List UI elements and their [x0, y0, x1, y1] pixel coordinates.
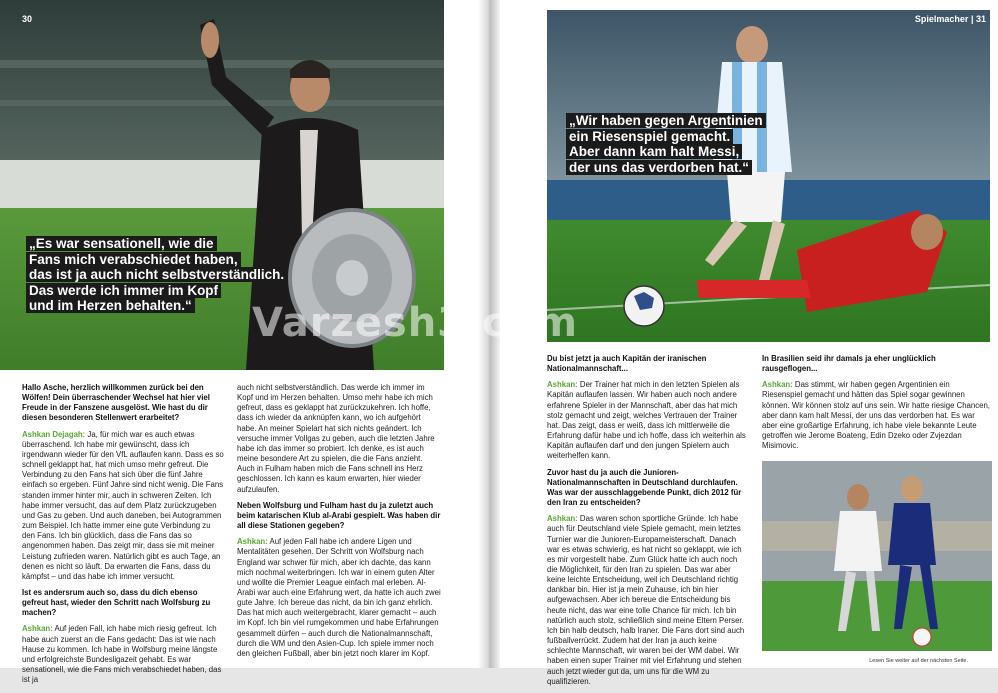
pull-quote-line: „Es war sensationell, wie die	[26, 236, 217, 251]
header-divider: |	[970, 14, 976, 24]
left-text-column-1	[22, 383, 225, 691]
speaker-name: Ashkan Dejagah:	[22, 429, 86, 439]
interview-question: Du bist jetzt ja auch Kapitän der iranischen Nationalmannschaft...	[547, 354, 707, 374]
speaker-name: Ashkan:	[22, 624, 53, 634]
interview-question: Hallo Asche, herzlich willkommen zurück bei den Wölfen! Dein überraschender Wechsel hat hier viel Freude in der Fanszene ausgelöst. Wie hast du dir diesen besonderen Stellenwert erarbeitet?	[22, 383, 210, 423]
pull-quote-line: das ist ja auch nicht selbstverständlich.	[26, 267, 287, 282]
answer-text: Der Trainer hat mich in den letzten Spielen als Kapitän auflaufen lassen. Wir haben auch noch andere erfahrene Spieler in der Mannschaft, aber das hat mich stolz gemacht und zeigt, welches Vertrauen der Trainer hat. Das zeigt, dass er weiß, dass ich mittlerweile die Erfahrung dafür habe und ich hoffe, dass ich weiterhin als Kapitän auflaufen darf und den jungen Spielern auch weiterhelfen kann.	[547, 380, 746, 461]
speaker-name: Ashkan:	[547, 514, 578, 524]
pull-quote-line: Aber dann kam halt Messi,	[566, 144, 742, 159]
interview-answer	[547, 514, 748, 687]
answer-text: Auf jeden Fall, ich habe mich riesig gefreut. Ich habe auch zuerst an die Fans gedacht: Das ist wie nach Hause zu kommen. Ich habe in Wolfsburg meine längste und erfolgreichste Bundesligazeit gehabt. Es war sensationell, wie die Fans mich verabschiedet haben, das ist ja	[22, 624, 222, 685]
pull-quote-line: „Wir haben gegen Argentinien	[566, 113, 766, 128]
page-number-left: 30	[22, 14, 33, 24]
answer-text: Das waren schon sportliche Gründe. Ich habe auch für Deutschland viele Spiele gemacht, mein letztes Turnier war die Junioren-Europameisterschaft. Danach war es etwas schwierig, es hat nicht so geklappt, wie ich es mir vorgestellt habe. Zum Glück hatte ich auch noch die Möglichkeit, für den Iran zu spielen. Das war aber keine leichte Entscheidung, weil ich Deutschland richtig dankbar bin. Hier ist ja mein Zuhause, ich bin hier aufgewachsen. Aber ich bereue die Entscheidung bis heute nicht, das war eine tolle Chance für mich. Ich bin natürlich auch stolz, schließlich sind meine Eltern Perser. Ich bin halb deutsch, halb Iraner. Die Fans dort sind auch fußballverrückt. Zudem hat der Iran ja auch keine schlechte Mannschaft, wir waren bei der WM dabei. Wir haben einen super Trainer mit viel Erfahrung und stehen auch jetzt wieder gut da, um uns für die WM zu qualifizieren.	[547, 514, 745, 686]
interview-answer	[22, 624, 225, 685]
answer-text: Das stimmt, wir haben gegen Argentinien ein Riesenspiel gemacht und hätten das Spiel sogar gewinnen können. Wir können stolz auf uns sein. Wir hatte riesige Chancen, aber dann kam halt Messi, der uns das verdorben hat. Es war aber eine großartige Erfahrung, ich habe viele bekannte Leute getroffen wie Jerome Boateng, Edin Dzeko oder Zvjezdan Misimovic.	[762, 380, 990, 451]
interview-question: Neben Wolfsburg und Fulham hast du ja zuletzt auch beim katarischen Klub al-Arabi gespielt. Was haben dir all diese Stationen gegeben?	[237, 500, 441, 531]
interview-answer	[762, 380, 990, 451]
pull-quote-line: Fans mich verabschiedet haben,	[26, 252, 241, 267]
answer-text: Auf jeden Fall habe ich andere Ligen und Mentalitäten gesehen. Der Schritt von Wolfsburg nach England war schwer für mich, aber ich dachte, das kann mich nochmal weiterbringen. Ich war in einem guten Alter und wollte die Premier League einfach mal erleben. Al-Arabi war auch eine Erfahrung wert, da hatte ich auch zwei gute Jahre. Ich bereue das nicht, da bin ich ganz ehrlich. Das hat mich auch weitergebracht, klarer gemacht – auch im Kopf. Ich bin viel rumgekommen und habe Erfahrungen gesammelt dürfen – auch durch die Nationalmannschaft, durch die WM und den Asien-Cup. Ich spiele immer noch den gleichen Fußball, aber bin jetzt noch klarer im Kopf.	[237, 537, 441, 658]
pull-quote-line: ein Riesenspiel gemacht.	[566, 129, 733, 144]
interview-question: Ist es andersrum auch so, dass du dich ebenso gefreut hast, wieder den Schritt nach Wolfsburg zu machen?	[22, 587, 211, 618]
interview-question: Zuvor hast du ja auch die Junioren-Nationalmannschaften in Deutschland durchlaufen. Was war der ausschlaggebende Punkt, dich 2012 für den Iran zu entscheiden?	[547, 467, 742, 508]
interview-answer	[22, 430, 225, 582]
right-text-column-2	[762, 354, 990, 457]
speaker-name: Ashkan:	[547, 380, 578, 390]
interview-question: In Brasilien seid ihr damals ja eher unglücklich rausgeflogen...	[762, 354, 936, 374]
speaker-name: Ashkan:	[762, 380, 793, 390]
page-number-right: 31	[975, 14, 986, 24]
watermark: Varzesh3.com	[252, 300, 579, 346]
iran-japan-photo	[762, 461, 992, 651]
interview-answer	[547, 380, 748, 461]
match-photo-illustration	[547, 10, 990, 342]
speaker-name: Ashkan:	[237, 537, 268, 547]
pull-quote-line: Das werde ich immer im Kopf	[26, 283, 221, 298]
continued-caption: Lesen Sie weiter auf der nächsten Seite.	[869, 658, 968, 664]
page-header-right	[915, 14, 986, 24]
section-label: Spielmacher	[914, 14, 969, 24]
pull-quote-line: der uns das verdorben hat.“	[566, 160, 752, 175]
messi-tackle-photo	[547, 10, 990, 342]
pull-quote-left	[26, 236, 287, 314]
answer-text: Ja, für mich war es auch etwas überraschend. Ich habe mir gewünscht, dass ich irgendwann wieder für den VfL auflaufen kann. Dass es so schnell geklappt hat, hat mich umso mehr gefreut. Die Verbindung zu den Fans hat sich über die fünf Jahre einfach so ergeben. Fünf Jahre sind nicht wenig. Die Fans standen immer hinter mir, auch in schweren Zeiten. Ich habe immer versucht, das auf dem Platz zurückzugeben und Gas zu geben. Und auch daneben, bei Autogrammen zum Beispiel. Ich hatte immer eine gute Verbindung zu den Fans. Ich bin glücklich, dass die Fans das so angenommen haben. Das zeigt mir, dass sie mit meiner Leistung zufrieden waren. Natürlich gibt es auch Tage, an denen es nicht so läuft. Da erwarten die Fans, dass du kämpfst – und das habe ich immer versucht.	[22, 429, 224, 581]
right-text-column-1	[547, 354, 748, 693]
pull-quote-line: und im Herzen behalten.“	[26, 298, 195, 313]
second-match-photo-illustration	[762, 461, 992, 651]
interview-answer-continued: auch nicht selbstverständlich. Das werde ich immer im Kopf und im Herzen behalten. Umso mehr habe ich mich gefreut, dass es geklappt hat zurückzukehren. Ich hoffe, dass ich wieder da anknüpfen kann, wo ich aufgehört habe. An meiner Spielart hat sich nichts geändert. Ich versuche immer Vollgas zu geben, auch die letzten Jahre habe ich das immer so probiert. Ich denke, es ist auch meine besondere Art zu spielen, die die Fans anzieht. Auch in Fulham haben mich die Fans schnell ins Herz geschlossen. Ich kann es kaum erwarten, hier wieder aufzulaufen.	[237, 383, 435, 494]
left-text-column-2	[237, 383, 441, 665]
pull-quote-right	[566, 113, 766, 175]
interview-answer	[237, 537, 441, 659]
